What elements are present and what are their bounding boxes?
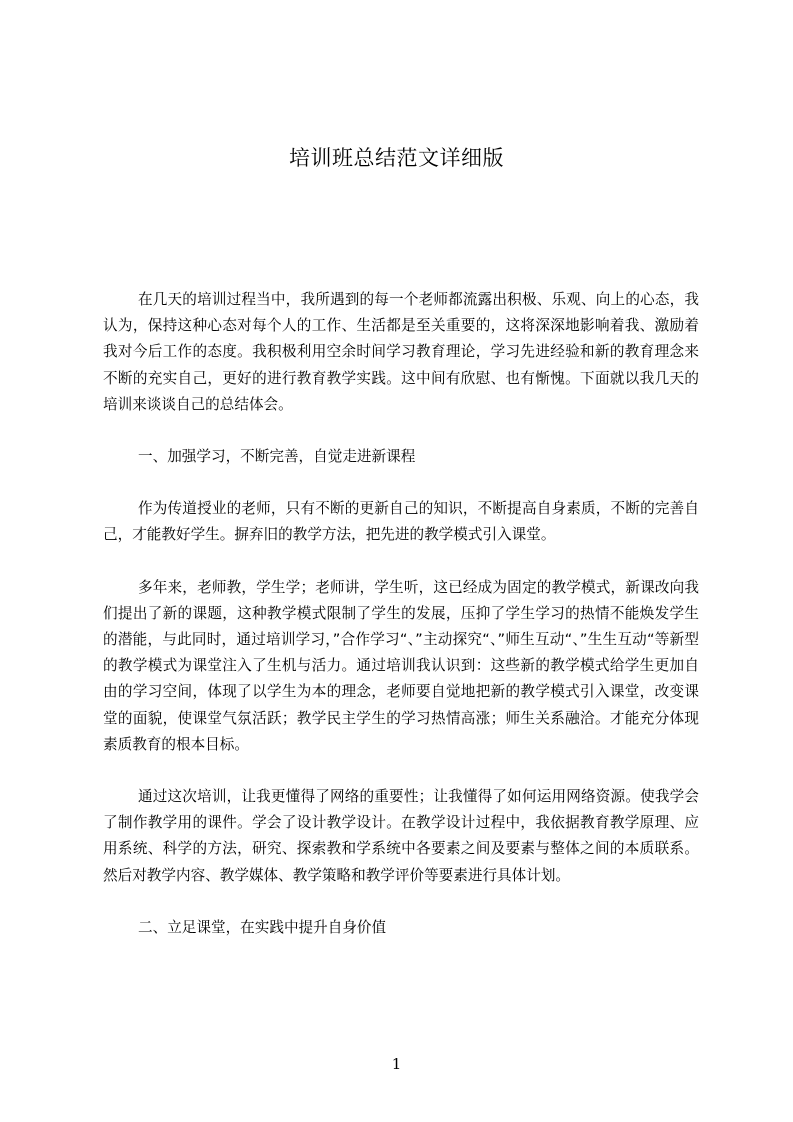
section-heading-2: 二、立足课堂，在实践中提升自身价值 — [138, 918, 387, 936]
document-title: 培训班总结范文详细版 — [289, 146, 504, 170]
paragraph-network-training: 通过这次培训，让我更懂得了网络的重要性；让我懂得了如何运用网络资源。使我学会了制作教学用的课件。学会了设计教学设计。在教学设计过程中，我依据教育教学原理、应用系统、科学的方法，研究、探索教和学系统中各要素之间及要素与整体之间的本质联系。然后对教学内容、教学媒体、教学策略和教学评价等要素进行具体计划。 — [103, 788, 699, 884]
document-body — [103, 287, 699, 967]
paragraph-intro: 在几天的培训过程当中，我所遇到的每一个老师都流露出积极、乐观、向上的心态，我认为，保持这种心态对每个人的工作、生活都是至关重要的，这将深深地影响着我、激励着我对今后工作的态度。我积极利用空余时间学习教育理论，学习先进经验和新的教育理念来不断的充实自己，更好的进行教育教学实践。这中间有欣慰、也有惭愧。下面就以我几天的培训来谈谈自己的总结体会。 — [103, 291, 699, 413]
page-number: 1 — [391, 1055, 402, 1073]
section-heading-1: 一、加强学习，不断完善，自觉走进新课程 — [138, 448, 416, 466]
paragraph-teaching-model: 多年来，老师教，学生学；老师讲，学生听，这已经成为固定的教学模式，新课改向我们提出了新的课题，这种教学模式限制了学生的发展，压抑了学生学习的热情不能焕发学生的潜能，与此同时，通过培训学习，”合作学习“、”主动探究“、”师生互动“、”生生互动“等新型的教学模式为课堂注入了生机与活力。通过培训我认识到：这些新的教学模式给学生更加自由的学习空间，体现了以学生为本的理念，老师要自觉地把新的教学模式引入课堂，改变课堂的面貌，使课堂气氛活跃；教学民主学生的学习热情高涨；师生关系融洽。才能充分体现素质教育的根本目标。 — [103, 578, 699, 753]
paragraph-teacher-role: 作为传道授业的老师，只有不断的更新自己的知识，不断提高自身素质，不断的完善自己，才能教好学生。摒弃旧的教学方法，把先进的教学模式引入课堂。 — [103, 500, 699, 544]
